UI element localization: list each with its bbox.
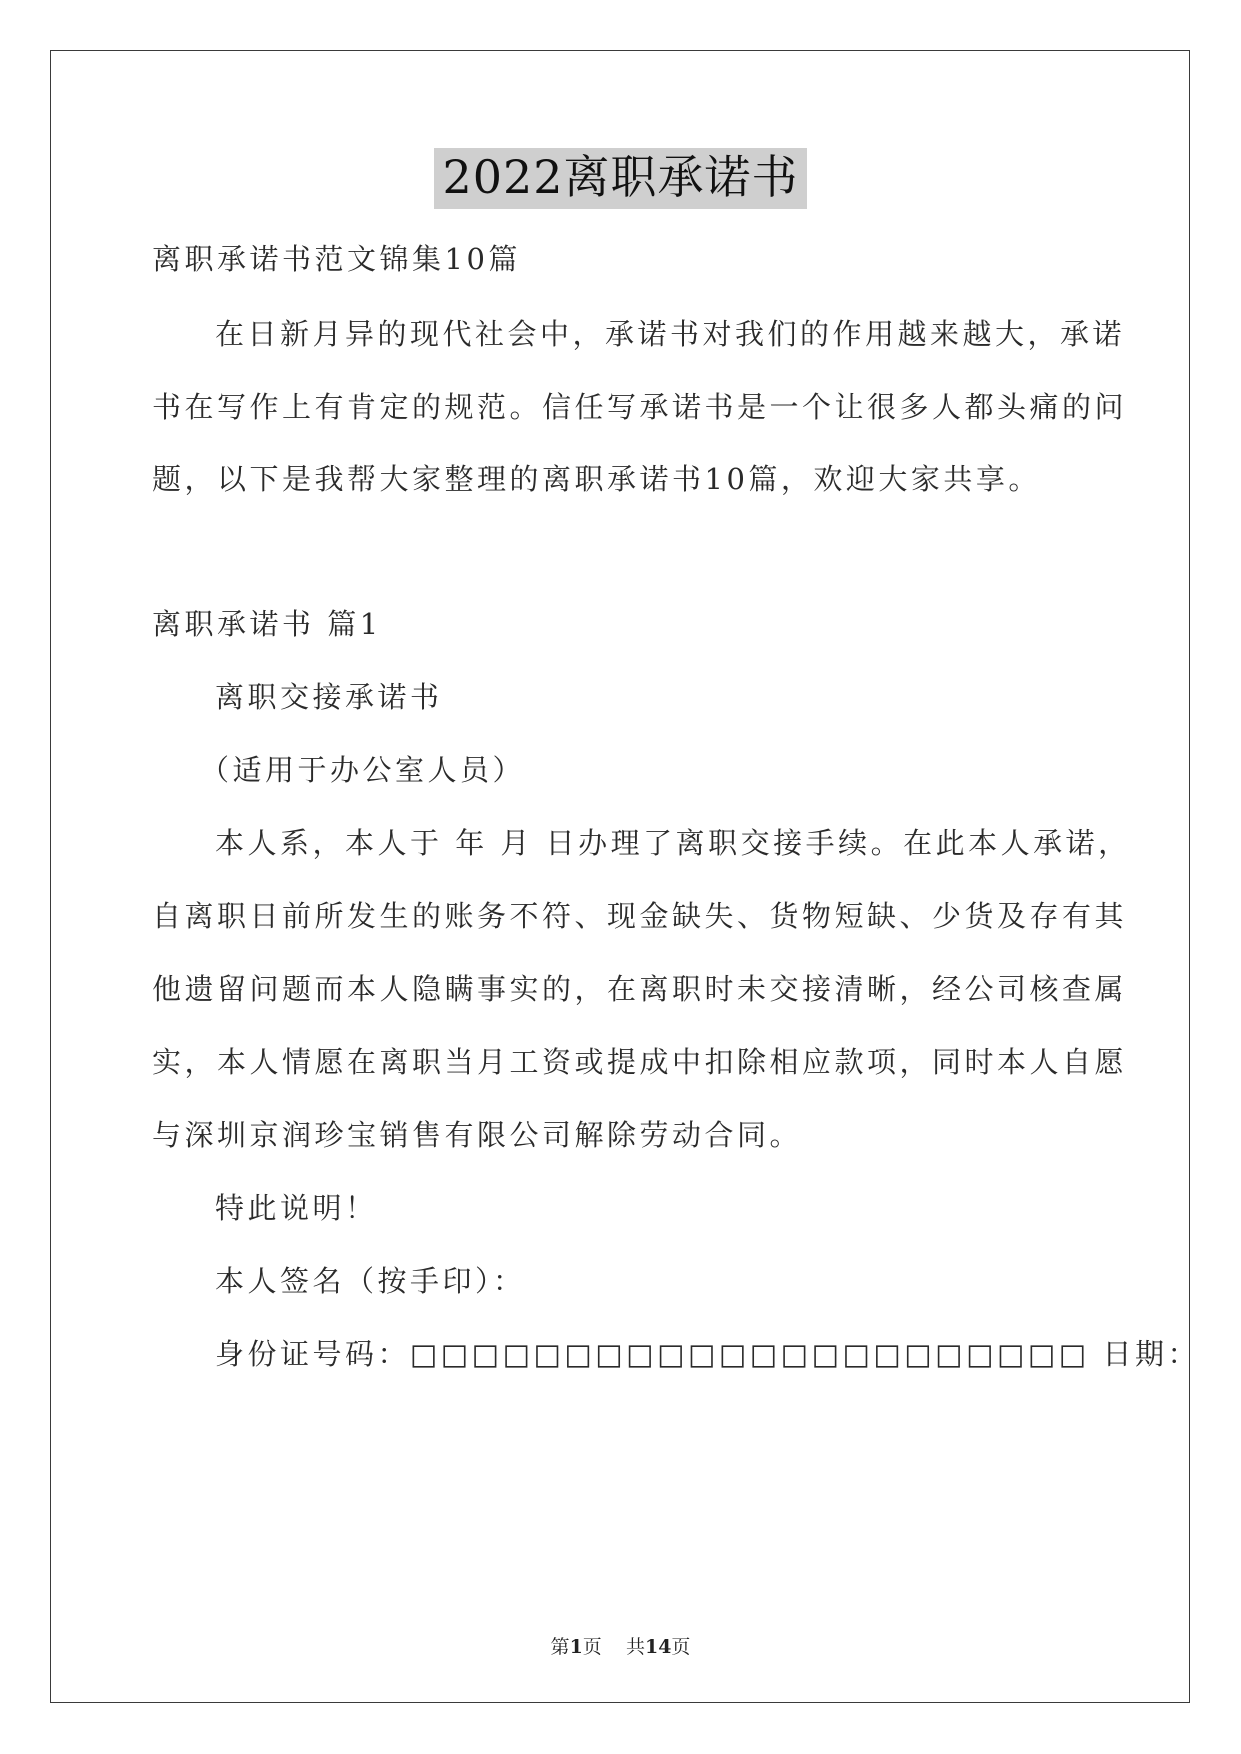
page-current: 1 [569,1636,583,1658]
page-border [50,50,1190,1703]
section-title: 离职交接承诺书 [215,680,443,714]
intro-line-2: 书在写作上有肯定的规范。信任写承诺书是一个让很多人都头痛的问 [152,390,1128,424]
body-line-5: 与深圳京润珍宝销售有限公司解除劳动合同。 [152,1118,803,1152]
page-total: 14 [644,1636,672,1658]
page-mid: 页 共 [582,1636,645,1658]
page-footer [0,1632,1241,1659]
page-prefix: 第 [550,1636,570,1658]
intro-line-3: 题，以下是我帮大家整理的离职承诺书10篇，欢迎大家共享。 [152,462,1041,496]
id-number-line: 身份证号码：□□□□□□□□□□□□□□□□□□□□□□ 日期： [215,1337,1201,1371]
signature-line: 本人签名（按手印）： [215,1264,526,1298]
document-subtitle: 离职承诺书范文锦集10篇 [152,242,521,276]
body-line-1: 本人系，本人于 年 月 日办理了离职交接手续。在此本人承诺， [215,826,1131,860]
closing-statement: 特此说明！ [215,1191,378,1225]
body-line-4: 实，本人情愿在离职当月工资或提成中扣除相应款项，同时本人自愿 [152,1045,1128,1079]
section-note: （适用于办公室人员） [200,753,526,787]
body-line-2: 自离职日前所发生的账务不符、现金缺失、货物短缺、少货及存有其 [152,899,1128,933]
intro-line-1: 在日新月异的现代社会中，承诺书对我们的作用越来越大，承诺 [215,317,1126,351]
body-line-3: 他遗留问题而本人隐瞒事实的，在离职时未交接清晰，经公司核查属 [152,972,1128,1006]
document-title-wrap [0,148,1241,209]
document-title: 2022离职承诺书 [434,148,806,209]
page-suffix: 页 [671,1636,691,1658]
section-heading: 离职承诺书 篇1 [152,607,382,641]
